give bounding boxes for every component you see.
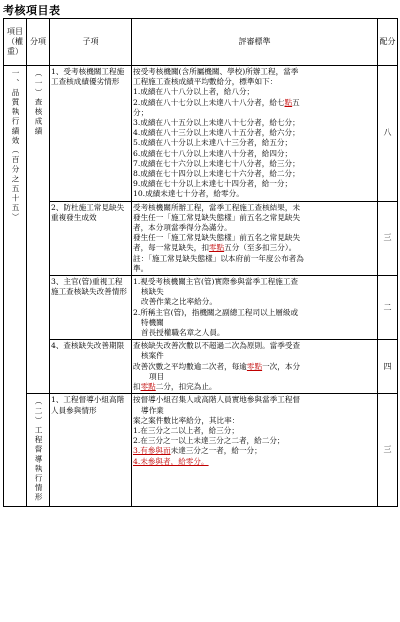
subitem-label: 3、主官(管)重視工程施工查核缺失改善情形 bbox=[51, 277, 127, 297]
score-cell bbox=[378, 201, 398, 275]
criteria-text: 分； bbox=[133, 107, 149, 117]
score-value: 四 bbox=[383, 361, 392, 371]
subitem-cell bbox=[50, 394, 132, 507]
criteria-text: 1.在三分之二以上者，給三分； bbox=[133, 425, 239, 435]
criteria-text: 核案件 bbox=[141, 351, 164, 361]
subitem-cell bbox=[50, 66, 132, 202]
criteria-text: 工程施工查核成績平均數給分，標準如下： bbox=[133, 77, 278, 87]
criteria-line bbox=[133, 128, 376, 138]
criteria-text: 首長授權職名章之人員。 bbox=[141, 328, 225, 338]
criteria-line bbox=[133, 254, 376, 264]
criteria-line bbox=[133, 446, 376, 456]
criteria-line bbox=[133, 341, 376, 351]
header-score: 配分 bbox=[378, 19, 398, 66]
criteria-line bbox=[133, 416, 376, 426]
criteria-highlight: 零點 bbox=[208, 243, 225, 253]
criteria-line bbox=[133, 108, 376, 118]
criteria-highlight: 點 bbox=[284, 97, 293, 107]
criteria-text: 按受考核機關(含所屬機關、學校)所辦工程，當季 bbox=[133, 67, 299, 76]
criteria-line bbox=[133, 98, 376, 108]
score-cell bbox=[378, 394, 398, 507]
criteria-line bbox=[133, 223, 376, 233]
criteria-line bbox=[133, 297, 376, 307]
criteria-text: 5.成績在八十分以上未達八十三分者，給五分； bbox=[133, 138, 293, 148]
criteria-text: 註：「施工常見缺失態樣」以本府前一年度公布者為 bbox=[133, 253, 304, 263]
subitem-label: 2、防杜施工常見缺失重複發生成效 bbox=[51, 202, 125, 222]
table-row bbox=[4, 201, 398, 275]
criteria-line bbox=[133, 372, 376, 382]
criteria-text: 2.所稱主官(管)，指機關之副總工程司以上層級或 bbox=[133, 307, 299, 317]
criteria-line bbox=[133, 87, 376, 97]
subitem-cell bbox=[50, 276, 132, 340]
criteria-text: 五分（至多扣三分）。 bbox=[224, 243, 297, 253]
criteria-text: 者，每一常見缺失，扣 bbox=[133, 243, 209, 253]
criteria-text: 受考核機關所辦工程，當季工程施工查核結果，未 bbox=[133, 202, 301, 212]
criteria-text: 二分，扣完為止。 bbox=[155, 382, 217, 392]
criteria-text: 8.成績在七十四分以上未達七十六分者，給二分； bbox=[133, 169, 300, 179]
criteria-text: 一次，本分 bbox=[262, 361, 301, 371]
criteria-line bbox=[133, 77, 376, 87]
criteria-text: 扣 bbox=[133, 382, 141, 392]
subitem-label: 4、查核缺失改善期限 bbox=[51, 341, 125, 351]
criteria-text: 發生任一「施工常見缺失態樣」前五名之常見缺失 bbox=[133, 233, 301, 243]
criteria-text: 1.成績在八十八分以上者，給八分； bbox=[133, 87, 255, 97]
criteria-text: 4.成績在八十三分以上未達八十五分者，給六分； bbox=[133, 128, 300, 138]
criteria-cell bbox=[132, 66, 378, 202]
category-cell-2 bbox=[27, 394, 50, 507]
criteria-text: 2.在三分之一以上未達三分之二者，給二分； bbox=[133, 436, 285, 446]
criteria-line bbox=[133, 213, 376, 223]
score-value: 八 bbox=[383, 128, 392, 138]
page-title: 考核項目表 bbox=[3, 4, 61, 17]
criteria-text: 1.視受考核機關主官(管)實際參與當季工程施工查 bbox=[133, 277, 299, 287]
table-row bbox=[4, 340, 398, 394]
criteria-line bbox=[133, 308, 376, 318]
category-cell-1 bbox=[27, 66, 50, 394]
criteria-highlight: 3.有參與而 bbox=[133, 446, 171, 456]
criteria-line bbox=[133, 382, 376, 392]
criteria-text: 改善次數之平均數逾二次者，每逾 bbox=[133, 361, 247, 371]
criteria-text: 查核缺失改善次數以不超過二次為原則。當季受查 bbox=[133, 341, 301, 351]
criteria-text: 9.成績在七十分以上未達七十四分者，給一分； bbox=[133, 179, 293, 189]
criteria-line bbox=[133, 233, 376, 243]
criteria-line bbox=[133, 138, 376, 148]
criteria-line bbox=[133, 179, 376, 189]
criteria-line bbox=[133, 203, 376, 213]
criteria-highlight: 零點 bbox=[140, 382, 156, 392]
criteria-line bbox=[133, 457, 376, 467]
criteria-text: 3.成績在八十五分以上未達八十七分者，給七分； bbox=[133, 118, 300, 128]
subitem-cell bbox=[50, 201, 132, 275]
subitem-label: 1、受考核機關工程施工查核成績優劣情形 bbox=[51, 67, 125, 87]
criteria-line bbox=[133, 149, 376, 159]
score-cell bbox=[378, 340, 398, 394]
assessment-table bbox=[3, 18, 398, 507]
criteria-line bbox=[133, 169, 376, 179]
criteria-cell bbox=[132, 201, 378, 275]
criteria-text: 準。 bbox=[133, 263, 149, 273]
score-cell bbox=[378, 276, 398, 340]
criteria-line bbox=[133, 351, 376, 361]
criteria-highlight: 4.未參與者，給零分。 bbox=[133, 456, 209, 466]
criteria-line bbox=[133, 436, 376, 446]
criteria-text: 發生任一「施工常見缺失態樣」前五名之常見缺失 bbox=[133, 212, 301, 222]
criteria-text: 案之案件數比率給分，其比率： bbox=[133, 415, 240, 425]
category-label-1: （一）查核成績 bbox=[34, 69, 44, 137]
subitem-label: 1、工程督導小組高階人員參與情形 bbox=[51, 395, 125, 415]
criteria-text: 未達三分之一者，給一分； bbox=[170, 446, 262, 456]
header-category: 分項 bbox=[27, 19, 50, 66]
category-label-2: （二）工程督導執行情形 bbox=[34, 397, 44, 503]
criteria-text: 者，本分項當季得分為滿分。 bbox=[133, 223, 232, 233]
item-label: 一、品質執行績效（百分之五十五） bbox=[11, 69, 21, 223]
table-row bbox=[4, 394, 398, 507]
criteria-text: 改善作業之比率給分。 bbox=[141, 297, 217, 307]
criteria-text: 2.成績在八十七分以上未達八十八分者，給七 bbox=[133, 97, 285, 107]
table-row bbox=[4, 66, 398, 202]
criteria-line bbox=[133, 264, 376, 274]
criteria-text: 項目 bbox=[149, 371, 165, 381]
item-cell bbox=[4, 66, 27, 507]
criteria-line bbox=[133, 328, 376, 338]
criteria-line bbox=[133, 406, 376, 416]
criteria-text: 特機關 bbox=[141, 317, 164, 327]
criteria-text: 導作業 bbox=[141, 405, 164, 415]
criteria-line bbox=[133, 118, 376, 128]
score-value: 三 bbox=[383, 233, 392, 243]
criteria-line bbox=[133, 395, 376, 405]
criteria-line bbox=[133, 243, 376, 253]
criteria-line bbox=[133, 362, 376, 372]
criteria-line bbox=[133, 426, 376, 436]
table-row bbox=[4, 276, 398, 340]
criteria-text: 6.成績在七十八分以上未達八十分者，給四分； bbox=[133, 148, 293, 158]
criteria-line bbox=[133, 159, 376, 169]
criteria-line bbox=[133, 318, 376, 328]
criteria-text: 按督導小組召集人或高階人員實地參與當季工程督 bbox=[133, 395, 301, 405]
header-subitem: 子項 bbox=[50, 19, 132, 66]
criteria-cell bbox=[132, 340, 378, 394]
header-item: 項目（權重） bbox=[4, 19, 27, 66]
subitem-cell bbox=[50, 340, 132, 394]
criteria-line bbox=[133, 189, 376, 199]
score-value: 三 bbox=[383, 445, 392, 454]
criteria-line bbox=[133, 67, 376, 77]
score-cell bbox=[378, 66, 398, 202]
criteria-highlight: 零點 bbox=[246, 361, 263, 371]
criteria-text: 核缺失 bbox=[141, 287, 164, 297]
criteria-line bbox=[133, 287, 376, 297]
header-criteria: 評審標準 bbox=[132, 19, 378, 66]
criteria-text: 五 bbox=[292, 97, 300, 107]
criteria-text: 7.成績在七十六分以上未達七十八分者，給三分； bbox=[133, 158, 300, 168]
score-value: 二 bbox=[383, 302, 392, 312]
header-row bbox=[4, 19, 398, 66]
criteria-cell bbox=[132, 394, 378, 507]
criteria-text: 10.成績未達七十分者，給零分。 bbox=[133, 189, 244, 199]
criteria-line bbox=[133, 277, 376, 287]
criteria-cell bbox=[132, 276, 378, 340]
